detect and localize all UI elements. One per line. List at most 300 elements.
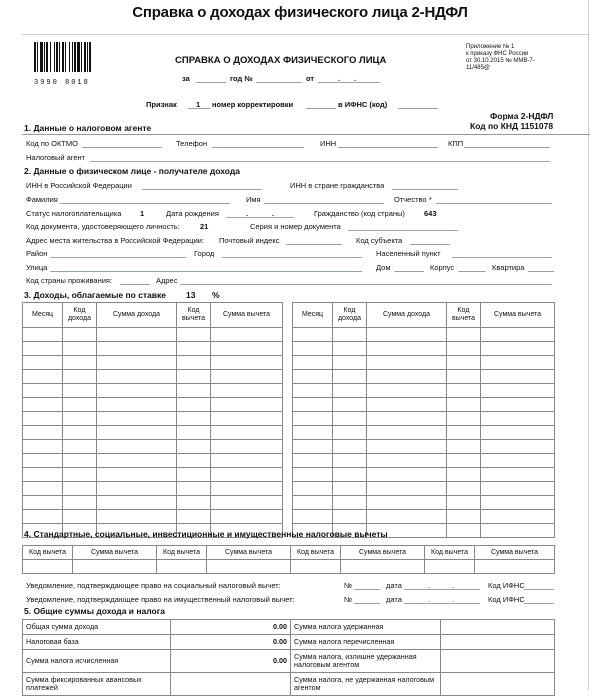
col-deduction-sum: Сумма вычета — [211, 303, 283, 328]
table-cell[interactable] — [63, 384, 97, 398]
table-cell[interactable] — [367, 440, 447, 454]
table-cell[interactable] — [23, 412, 63, 426]
total-value[interactable] — [171, 673, 291, 696]
table-cell[interactable] — [367, 356, 447, 370]
table-cell[interactable] — [447, 454, 481, 468]
table-cell[interactable] — [177, 482, 211, 496]
total-value[interactable] — [441, 620, 555, 635]
total-value[interactable] — [441, 650, 555, 673]
notice-date-label: дата — [386, 595, 402, 604]
cell[interactable] — [157, 560, 207, 574]
table-cell[interactable] — [333, 356, 367, 370]
table-cell[interactable] — [23, 496, 63, 510]
notice-property-date[interactable] — [404, 603, 480, 604]
col-deduction-sum: Сумма вычета — [481, 303, 555, 328]
barcode-bar — [46, 42, 48, 72]
table-cell[interactable] — [23, 426, 63, 440]
section2-title: 2. Данные о физическом лице - получателе дохода — [24, 166, 240, 176]
table-cell[interactable] — [447, 426, 481, 440]
table-cell[interactable] — [97, 370, 177, 384]
table-cell[interactable] — [293, 356, 333, 370]
cell[interactable] — [291, 560, 341, 574]
table-cell[interactable] — [447, 328, 481, 342]
table-cell[interactable] — [211, 510, 283, 524]
table-cell[interactable] — [97, 440, 177, 454]
table-cell[interactable] — [97, 328, 177, 342]
notice-social-label: Уведомление, подтверждающее право на социальный налоговый вычет: — [26, 581, 281, 590]
barcode-bar — [77, 42, 80, 72]
za-label: за — [182, 74, 190, 83]
table-cell[interactable] — [367, 398, 447, 412]
table-cell[interactable] — [63, 426, 97, 440]
table-cell[interactable] — [63, 482, 97, 496]
table-cell[interactable] — [447, 440, 481, 454]
table-cell[interactable] — [293, 370, 333, 384]
table-cell[interactable] — [23, 468, 63, 482]
table-cell[interactable] — [177, 510, 211, 524]
district-field[interactable] — [50, 257, 186, 258]
table-cell[interactable] — [333, 510, 367, 524]
table-row — [293, 496, 555, 510]
table-cell[interactable] — [333, 328, 367, 342]
kpp-label: КПП — [448, 139, 464, 148]
annex-line: к приказу ФНС России — [466, 51, 529, 57]
total-value[interactable]: 0.00 — [171, 635, 291, 650]
table-cell[interactable] — [177, 412, 211, 426]
table-cell[interactable] — [367, 412, 447, 426]
table-cell[interactable] — [23, 356, 63, 370]
country-code-field[interactable] — [120, 284, 150, 285]
table-cell[interactable] — [333, 412, 367, 426]
table-cell[interactable] — [97, 482, 177, 496]
barcode-bar — [37, 42, 38, 72]
total-value[interactable]: 0.00 — [171, 650, 291, 673]
street-field[interactable] — [50, 271, 362, 272]
table-cell[interactable] — [293, 412, 333, 426]
district-label: Район — [26, 249, 48, 258]
income-table-left — [22, 302, 283, 538]
table-cell[interactable] — [481, 370, 555, 384]
table-cell[interactable] — [481, 328, 555, 342]
table-cell[interactable] — [481, 510, 555, 524]
table-cell[interactable] — [293, 328, 333, 342]
phone-label: Телефон — [176, 139, 208, 148]
table-row — [293, 482, 555, 496]
table-cell[interactable] — [211, 440, 283, 454]
kpp-field[interactable] — [464, 147, 550, 148]
table-row — [23, 328, 283, 342]
barcode-number: 3990 8018 — [34, 79, 90, 87]
table-cell[interactable] — [481, 524, 555, 538]
table-row — [23, 356, 283, 370]
inn-field[interactable] — [338, 147, 438, 148]
barcode-bar — [40, 42, 43, 72]
table-cell[interactable] — [177, 496, 211, 510]
table-cell[interactable] — [481, 482, 555, 496]
table-cell[interactable] — [481, 426, 555, 440]
form-knd: Код по КНД 1151078 — [470, 121, 554, 131]
total-label: Сумма налога, не удержанная налоговым агентом — [291, 673, 441, 696]
table-cell[interactable] — [97, 356, 177, 370]
certificate-title: СПРАВКА О ДОХОДАХ ФИЗИЧЕСКОГО ЛИЦА — [175, 55, 387, 66]
table-cell[interactable] — [333, 342, 367, 356]
total-value[interactable] — [441, 673, 555, 696]
table-cell[interactable] — [293, 496, 333, 510]
annex-line: Приложение № 1 — [466, 44, 515, 50]
total-label: Сумма налога перечисленная — [291, 635, 441, 650]
barcode-bar — [50, 42, 51, 72]
table-row — [23, 398, 283, 412]
table-cell[interactable] — [211, 356, 283, 370]
table-cell[interactable] — [447, 412, 481, 426]
cell[interactable] — [73, 560, 157, 574]
agent-field[interactable] — [90, 161, 550, 162]
cell[interactable] — [425, 560, 475, 574]
patronymic-label: Отчество * — [394, 195, 432, 204]
barcode-bar — [56, 42, 58, 72]
table-cell[interactable] — [211, 328, 283, 342]
table-cell[interactable] — [333, 482, 367, 496]
building-field[interactable] — [458, 271, 486, 272]
table-row — [293, 342, 555, 356]
table-row — [293, 468, 555, 482]
table-cell[interactable] — [367, 384, 447, 398]
table-cell[interactable] — [177, 342, 211, 356]
table-row — [23, 482, 283, 496]
table-cell[interactable] — [63, 468, 97, 482]
citizenship-value[interactable]: 643 — [424, 209, 437, 218]
table-cell[interactable] — [63, 440, 97, 454]
inn-rf-field[interactable] — [142, 189, 262, 190]
table-row — [293, 454, 555, 468]
table-cell[interactable] — [481, 468, 555, 482]
cell[interactable] — [207, 560, 291, 574]
table-cell[interactable] — [97, 496, 177, 510]
form-name: Форма 2-НДФЛ — [490, 111, 554, 121]
table-cell[interactable] — [23, 440, 63, 454]
table-row — [23, 426, 283, 440]
table-cell[interactable] — [97, 426, 177, 440]
notice-social-ifns[interactable] — [524, 589, 554, 590]
barcode-bar — [87, 42, 88, 72]
table-cell[interactable] — [293, 398, 333, 412]
date-dot: . — [428, 581, 431, 590]
table-cell[interactable] — [211, 426, 283, 440]
table-row — [23, 384, 283, 398]
table-row — [293, 328, 555, 342]
table-cell[interactable] — [177, 440, 211, 454]
table-cell[interactable] — [211, 454, 283, 468]
name-label: Имя — [246, 195, 261, 204]
table-cell[interactable] — [447, 482, 481, 496]
col-deduction-sum: Сумма вычета — [341, 546, 425, 560]
date-dot: . — [452, 595, 455, 604]
citizenship-label: Гражданство (код страны) — [314, 209, 405, 218]
table-cell[interactable] — [481, 356, 555, 370]
table-cell[interactable] — [63, 510, 97, 524]
total-label: Сумма налога, излишне удержанная налоговым агентом — [291, 650, 441, 673]
postcode-field[interactable] — [286, 244, 342, 245]
col-income-code: Код дохода — [63, 303, 97, 328]
barcode-bar — [44, 42, 45, 72]
table-cell[interactable] — [177, 384, 211, 398]
page-title: Справка о доходах физического лица 2-НДФЛ — [132, 4, 468, 21]
table-cell[interactable] — [23, 454, 63, 468]
table-cell[interactable] — [333, 440, 367, 454]
divider — [22, 134, 590, 135]
city-field[interactable] — [222, 257, 362, 258]
table-row — [293, 398, 555, 412]
oktmo-field[interactable] — [82, 147, 162, 148]
table-cell[interactable] — [367, 370, 447, 384]
table-cell[interactable] — [293, 454, 333, 468]
income-table-right — [292, 302, 555, 538]
col-deduction-sum: Сумма вычета — [207, 546, 291, 560]
table-cell[interactable] — [211, 468, 283, 482]
oktmo-label: Код по ОКТМО — [26, 139, 79, 148]
table-cell[interactable] — [447, 496, 481, 510]
series-field[interactable] — [348, 230, 458, 231]
table-cell[interactable] — [177, 468, 211, 482]
table-cell[interactable] — [367, 482, 447, 496]
table-cell[interactable] — [447, 468, 481, 482]
table-cell[interactable] — [293, 426, 333, 440]
table-cell[interactable] — [97, 342, 177, 356]
postcode-label: Почтовый индекс — [219, 236, 280, 245]
barcode-bar — [65, 42, 66, 72]
table-cell[interactable] — [481, 342, 555, 356]
region-field[interactable] — [410, 244, 450, 245]
locality-field[interactable] — [452, 257, 552, 258]
col-deduction-code: Код вычета — [157, 546, 207, 560]
table-cell[interactable] — [177, 370, 211, 384]
notice-property-no[interactable] — [354, 603, 380, 604]
birth-field[interactable] — [226, 217, 294, 218]
table-cell[interactable] — [23, 328, 63, 342]
table-cell[interactable] — [177, 328, 211, 342]
table-cell[interactable] — [63, 398, 97, 412]
table-cell[interactable] — [367, 510, 447, 524]
table-cell[interactable] — [211, 482, 283, 496]
table-cell[interactable] — [447, 524, 481, 538]
table-cell[interactable] — [333, 384, 367, 398]
patronymic-field[interactable] — [436, 203, 552, 204]
date-dot: . — [452, 581, 455, 590]
correction-field[interactable] — [306, 108, 336, 109]
apartment-field[interactable] — [528, 271, 554, 272]
table-row — [23, 440, 283, 454]
table-cell[interactable] — [211, 496, 283, 510]
table-cell[interactable] — [333, 496, 367, 510]
notice-property-label: Уведомление, подтверждающее право на имущественный налоговый вычет: — [26, 595, 295, 604]
table-cell[interactable] — [481, 440, 555, 454]
barcode-bar — [59, 42, 60, 72]
table-cell[interactable] — [367, 468, 447, 482]
inn-foreign-field[interactable] — [392, 189, 458, 190]
notice-property-ifns[interactable] — [524, 603, 554, 604]
table-cell[interactable] — [447, 356, 481, 370]
table-cell[interactable] — [333, 468, 367, 482]
table-row — [293, 412, 555, 426]
address-foreign-label: Адрес — [156, 276, 178, 285]
table-cell[interactable] — [447, 398, 481, 412]
table-cell[interactable] — [97, 398, 177, 412]
col-deduction-code: Код вычета — [425, 546, 475, 560]
table-cell[interactable] — [481, 412, 555, 426]
table-cell[interactable] — [481, 496, 555, 510]
table-cell[interactable] — [23, 370, 63, 384]
table-cell[interactable] — [293, 468, 333, 482]
table-cell[interactable] — [63, 412, 97, 426]
city-label: Город — [194, 249, 215, 258]
date-field[interactable] — [318, 82, 380, 83]
table-cell[interactable] — [333, 454, 367, 468]
table-cell[interactable] — [63, 356, 97, 370]
table-row — [23, 412, 283, 426]
table-cell[interactable] — [293, 510, 333, 524]
col-income-sum: Сумма дохода — [367, 303, 447, 328]
table-cell[interactable] — [293, 482, 333, 496]
name-field[interactable] — [264, 203, 384, 204]
cell[interactable] — [341, 560, 425, 574]
table-cell[interactable] — [447, 370, 481, 384]
table-cell[interactable] — [447, 510, 481, 524]
barcode-bar — [81, 42, 82, 72]
col-month: Месяц — [293, 303, 333, 328]
table-cell[interactable] — [481, 384, 555, 398]
table-row — [23, 496, 283, 510]
status-value[interactable]: 1 — [140, 209, 145, 218]
table-row — [23, 510, 283, 524]
barcode-bar — [89, 42, 91, 72]
inn-label: ИНН — [320, 139, 337, 148]
table-cell[interactable] — [63, 454, 97, 468]
col-deduction-code: Код вычета — [447, 303, 481, 328]
table-cell[interactable] — [211, 412, 283, 426]
table-cell[interactable] — [211, 370, 283, 384]
table-row — [23, 454, 283, 468]
birth-dot: . — [246, 209, 249, 218]
surname-field[interactable] — [60, 203, 230, 204]
table-cell[interactable] — [481, 454, 555, 468]
table-row — [293, 356, 555, 370]
table-cell[interactable] — [211, 342, 283, 356]
table-row — [23, 468, 283, 482]
table-cell[interactable] — [447, 384, 481, 398]
table-cell[interactable] — [211, 398, 283, 412]
annex-line: от 30.10.2015 № ММВ-7- — [466, 58, 535, 64]
table-row — [23, 342, 283, 356]
table-cell[interactable] — [367, 328, 447, 342]
table-cell[interactable] — [97, 384, 177, 398]
table-cell[interactable] — [293, 440, 333, 454]
table-cell[interactable] — [367, 342, 447, 356]
table-cell[interactable] — [97, 510, 177, 524]
notice-no-label: № — [344, 595, 353, 604]
col-deduction-sum: Сумма вычета — [73, 546, 157, 560]
cell[interactable] — [23, 560, 73, 574]
table-cell[interactable] — [23, 398, 63, 412]
totals-table — [22, 619, 555, 696]
table-cell[interactable] — [367, 454, 447, 468]
table-cell[interactable] — [97, 468, 177, 482]
table-cell[interactable] — [367, 496, 447, 510]
table-row — [293, 426, 555, 440]
table-cell[interactable] — [447, 342, 481, 356]
table-cell[interactable] — [177, 454, 211, 468]
priznak-label: Признак — [146, 100, 177, 109]
table-cell[interactable] — [177, 356, 211, 370]
total-value[interactable] — [441, 635, 555, 650]
notice-social-no[interactable] — [354, 589, 380, 590]
total-label: Сумма налога исчисленная — [23, 650, 171, 673]
address-label: Адрес места жительства в Российской Федерации: — [26, 236, 205, 245]
table-cell[interactable] — [333, 398, 367, 412]
table-cell[interactable] — [63, 328, 97, 342]
doc-value[interactable]: 21 — [200, 222, 209, 231]
correction-label: номер корректировки — [212, 100, 294, 109]
section4-title: 4. Стандартные, социальные, инвестиционные и имущественные налоговые вычеты — [24, 529, 388, 539]
table-cell[interactable] — [63, 496, 97, 510]
table-cell[interactable] — [367, 426, 447, 440]
table-cell[interactable] — [23, 510, 63, 524]
table-cell[interactable] — [63, 370, 97, 384]
table-cell[interactable] — [23, 384, 63, 398]
table-cell[interactable] — [97, 412, 177, 426]
notice-social-date[interactable] — [404, 589, 480, 590]
table-cell[interactable] — [481, 398, 555, 412]
phone-field[interactable] — [212, 147, 304, 148]
total-value[interactable]: 0.00 — [171, 620, 291, 635]
table-cell[interactable] — [63, 342, 97, 356]
table-cell[interactable] — [23, 342, 63, 356]
table-cell[interactable] — [293, 342, 333, 356]
priznak-underline — [188, 108, 210, 109]
table-cell[interactable] — [293, 384, 333, 398]
percent-sign: % — [212, 290, 220, 300]
house-field[interactable] — [394, 271, 424, 272]
col-income-code: Код дохода — [333, 303, 367, 328]
table-cell[interactable] — [177, 398, 211, 412]
year-number-label: год № — [230, 74, 253, 83]
total-label: Сумма налога удержанная — [291, 620, 441, 635]
table-cell[interactable] — [23, 482, 63, 496]
barcode-bar — [62, 42, 64, 72]
cell[interactable] — [475, 560, 555, 574]
table-cell[interactable] — [333, 426, 367, 440]
locality-label: Населенный пункт — [376, 249, 441, 258]
doc-label: Код документа, удостоверяющего личность: — [26, 222, 180, 231]
table-row — [23, 370, 283, 384]
priznak-value[interactable]: 1 — [196, 100, 201, 109]
table-cell[interactable] — [177, 426, 211, 440]
table-cell[interactable] — [211, 384, 283, 398]
year-field[interactable] — [196, 82, 226, 83]
annex-line: 11/485@ — [466, 65, 490, 71]
table-cell[interactable] — [333, 370, 367, 384]
number-field[interactable] — [256, 82, 302, 83]
table-row — [293, 510, 555, 524]
table-cell[interactable] — [97, 454, 177, 468]
ifns-field[interactable] — [398, 108, 438, 109]
apartment-label: Квартира — [492, 263, 525, 272]
region-label: Код субъекта — [356, 236, 403, 245]
frame-top — [22, 34, 590, 35]
rate-value[interactable]: 13 — [186, 290, 196, 300]
house-label: Дом — [376, 263, 391, 272]
barcode-bar — [84, 42, 86, 72]
address-foreign-field[interactable] — [180, 284, 552, 285]
